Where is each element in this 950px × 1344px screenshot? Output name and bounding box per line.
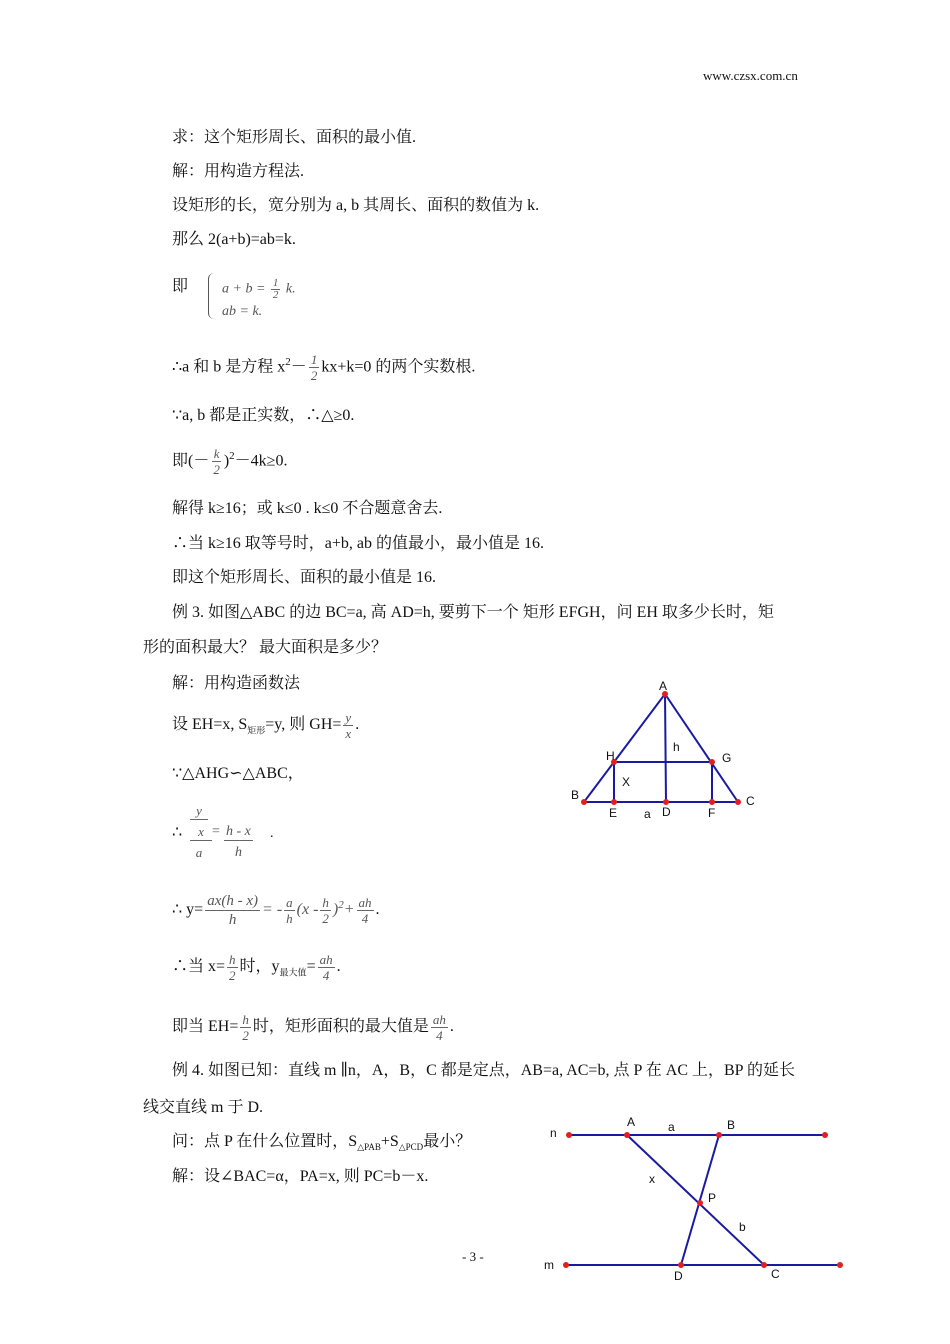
label-a: A (627, 1115, 636, 1129)
point-b (581, 799, 587, 805)
line-question-4: 问：点 P 在什么位置时，$S_{\triangle PAB}+S_{\triangle PCD}$最小？ (172, 1133, 472, 1153)
line-discriminant: 即(－ $\frac{k}{2}$ )$^2$－4k≥0. (172, 446, 288, 478)
label-f: F (708, 806, 716, 820)
point-g (709, 759, 715, 765)
example-4-title: 例 4. 如图已知：直线 m ∥n，A，B，C 都是定点，AB=a, AC=b, 点 P 在 AC 上，BP 的延长 (172, 1062, 795, 1079)
label-d: D (662, 805, 671, 819)
label-n: n (550, 1126, 557, 1140)
page-number: - 3 - (462, 1249, 484, 1264)
point-m-left (563, 1262, 569, 1268)
point-n-left (566, 1132, 572, 1138)
label-x: X (622, 775, 631, 789)
line-positive: ∵a, b 都是正实数，∴△≥0. (172, 407, 355, 424)
label-b: B (727, 1118, 736, 1132)
point-a (624, 1132, 630, 1138)
label-segment-x: x (649, 1172, 655, 1186)
site-url: www.czsx.com.cn (703, 68, 798, 83)
system-eq-2: ab = k. (222, 304, 263, 319)
line-define-eh: 设 EH=x, $S_{矩形}=y$, 则 GH= $\frac{y}{x}$ . (172, 710, 360, 741)
altitude-ad (665, 694, 666, 802)
line-max-area: 即当 EH= $\frac{h}{2}$ 时，矩形面积的最大值是 $\frac{ah}{4}$ . (172, 1012, 454, 1043)
line-ji: 即 (172, 278, 189, 295)
point-d (678, 1262, 684, 1268)
line-solution-method: 解：用构造方程法. (172, 163, 305, 180)
label-m: m (544, 1258, 554, 1272)
point-c (735, 799, 741, 805)
example-3-cont: 形的面积最大？ 最大面积是多少？ (143, 639, 388, 656)
point-c (761, 1262, 767, 1268)
line-question: 求：这个矩形周长、面积的最小值. (172, 129, 417, 146)
label-d: D (674, 1269, 683, 1283)
label-segment-b: b (739, 1220, 746, 1234)
label-segment-a: a (668, 1120, 675, 1134)
line-y-expression: ∴ y= $\frac{ax(h - x)}{h}$ = - $\frac{a}{h}$ (x - $\frac{h}{2}$ )$^2$+ $\frac{ah}{4}$ . (172, 893, 380, 928)
label-b: B (571, 788, 580, 802)
parallel-lines-figure (538, 1110, 850, 1290)
line-quadratic: ∴a 和 b 是方程 $x^2-$ $\frac{1}{2}$ kx+k=0 的两个实数根. (172, 352, 476, 384)
line-equation: 那么 2(a+b)=ab=k. (172, 231, 296, 248)
line-solve-k: 解得 k≥16；或 k≤0 . k≤0 不合题意舍去. (172, 500, 443, 517)
ratio-equals: = (212, 824, 220, 839)
label-height: h (673, 740, 680, 754)
segment-ac (627, 1135, 764, 1265)
label-base: a (644, 807, 651, 821)
label-c: C (771, 1267, 780, 1281)
label-p: P (708, 1191, 717, 1205)
point-f (709, 799, 715, 805)
point-e (611, 799, 617, 805)
ratio-compound-fraction: y x a (190, 803, 212, 861)
label-a: A (659, 679, 668, 693)
line-solution-4: 解：设∠BAC=α，PA=x, 则 PC=b－x. (172, 1168, 429, 1185)
point-n-right (822, 1132, 828, 1138)
ratio-right-fraction: h - x h (226, 824, 251, 860)
ratio-period: . (270, 826, 274, 841)
point-m-right (837, 1262, 843, 1268)
line-function-method: 解：用构造函数法 (172, 675, 301, 692)
system-brace (208, 273, 215, 319)
label-e: E (609, 806, 618, 820)
label-g: G (722, 751, 732, 765)
point-p (697, 1200, 703, 1206)
line-conclusion: 即这个矩形周长、面积的最小值是 16. (172, 569, 437, 586)
label-h: H (606, 749, 615, 763)
line-max-value: ∴当 x= $\frac{h}{2}$ 时，$y_{最大值}=$ $\frac{ah}{4}$ . (172, 952, 341, 983)
point-b (716, 1132, 722, 1138)
example-3-title: 例 3. 如图△ABC 的边 BC=a, 高 AD=h, 要剪下一个 矩形 EFGH，问 EH 取多少长时，矩 (172, 604, 774, 621)
line-ratio-therefore: ∴ (172, 824, 183, 841)
line-similar: ∵△AHG∽△ABC， (172, 765, 304, 782)
triangle-figure (560, 675, 775, 825)
line-min-k: ∴当 k≥16 取等号时，a+b, ab 的值最小，最小值是 16. (172, 535, 545, 552)
system-eq-1: a + b = $\frac{1}{2}$ k. (222, 277, 296, 301)
label-c: C (746, 794, 755, 808)
line-setup: 设矩形的长，宽分别为 a, b 其周长、面积的数值为 k. (172, 197, 540, 214)
example-4-cont: 线交直线 m 于 D. (143, 1099, 264, 1116)
